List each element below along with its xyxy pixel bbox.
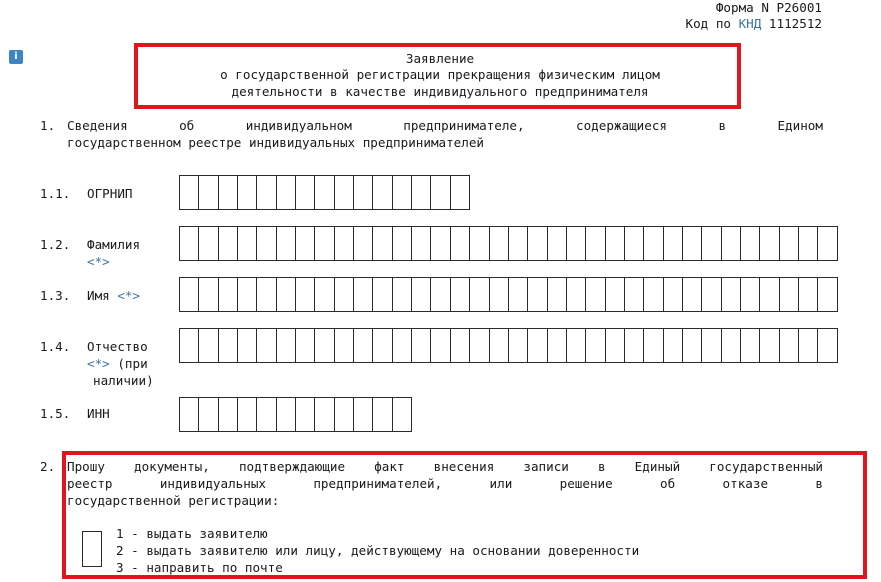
field-label-name [87,288,140,303]
input-cell[interactable] [238,226,257,261]
input-cell[interactable] [335,226,354,261]
input-cell[interactable] [335,328,354,363]
input-cell[interactable] [606,226,625,261]
input-cell[interactable] [354,328,373,363]
section2-word: отказе [722,476,769,491]
section2-word: реестр [67,476,113,491]
info-icon[interactable]: i [9,50,23,64]
input-cell[interactable] [431,175,450,210]
input-cell[interactable] [373,328,392,363]
input-cell[interactable] [818,277,837,312]
input-cell[interactable] [393,397,412,432]
input-cell[interactable] [644,277,663,312]
patronymic-note-suffix: (при [109,356,148,371]
input-cell[interactable] [238,277,257,312]
input-cell[interactable] [528,328,547,363]
input-cell[interactable] [219,226,238,261]
knd-prefix: Код по [685,16,739,31]
input-cell[interactable] [277,175,296,210]
input-cell[interactable] [431,328,450,363]
section2-line3: государственной регистрации: [67,493,280,508]
input-cell[interactable] [548,226,567,261]
input-cell[interactable] [199,277,218,312]
input-cell[interactable] [664,226,683,261]
input-cell[interactable] [296,397,315,432]
input-cell[interactable] [199,226,218,261]
field-number-ogrnip: 1.1. [40,186,71,201]
input-cell[interactable] [296,277,315,312]
input-cell[interactable] [277,397,296,432]
input-cell[interactable] [722,277,741,312]
input-cell[interactable] [412,277,431,312]
field-number-patronymic: 1.4. [40,339,71,354]
input-cell[interactable] [257,226,276,261]
input-cell[interactable] [799,226,818,261]
input-cell[interactable] [702,328,721,363]
section2-word: государственный [709,459,823,474]
input-cell[interactable] [277,226,296,261]
section1-word: содержащиеся [576,118,668,133]
knd-number: 1112512 [761,16,822,31]
input-cell[interactable] [586,277,605,312]
input-cell[interactable] [180,277,199,312]
section1-word: Сведения [67,118,128,133]
input-cell[interactable] [509,226,528,261]
input-cell[interactable] [315,175,334,210]
input-cell[interactable] [490,277,509,312]
input-cell[interactable] [412,328,431,363]
field-label-ogrnip: ОГРНИП [87,186,133,201]
section2-word: документы, [134,459,210,474]
input-cell[interactable] [393,328,412,363]
input-cell[interactable] [354,277,373,312]
input-cell[interactable] [335,397,354,432]
input-cell[interactable] [548,277,567,312]
patronymic-input[interactable] [179,328,838,363]
form-number: Форма N Р26001 [715,0,822,15]
input-cell[interactable] [799,277,818,312]
input-cell[interactable] [490,226,509,261]
input-cell[interactable] [180,397,199,432]
input-cell[interactable] [509,328,528,363]
input-cell[interactable] [567,226,586,261]
section1-word: индивидуальном [245,118,352,133]
section2-word: Единый [634,459,681,474]
field-number-inn: 1.5. [40,406,71,421]
section2-word: в [815,476,823,491]
surname-input[interactable] [179,226,838,261]
input-cell[interactable] [470,226,489,261]
section2-word: в [597,459,606,474]
input-cell[interactable] [606,328,625,363]
input-cell[interactable] [780,328,799,363]
section2-word: Прошу [67,459,105,474]
patronymic-note-link[interactable]: <*> [87,356,110,371]
input-cell[interactable] [277,328,296,363]
field-label-patronymic: Отчество [87,339,148,354]
section2-word: об [660,476,676,491]
input-cell[interactable] [219,175,238,210]
section1-heading-line1 [67,118,823,133]
input-cell[interactable] [219,328,238,363]
field-number-surname: 1.2. [40,237,71,252]
input-cell[interactable] [509,277,528,312]
input-cell[interactable] [412,175,431,210]
input-cell[interactable] [451,277,470,312]
input-cell[interactable] [760,328,779,363]
input-cell[interactable] [180,328,199,363]
section1-number: 1. [40,118,56,133]
input-cell[interactable] [722,328,741,363]
input-cell[interactable] [373,175,392,210]
input-cell[interactable] [741,328,760,363]
input-cell[interactable] [315,226,334,261]
title-line-1: Заявление [405,51,475,66]
input-cell[interactable] [818,328,837,363]
input-cell[interactable] [780,277,799,312]
input-cell[interactable] [567,328,586,363]
input-cell[interactable] [490,328,509,363]
input-cell[interactable] [431,277,450,312]
input-cell[interactable] [799,328,818,363]
input-cell[interactable] [683,277,702,312]
input-cell[interactable] [451,328,470,363]
input-cell[interactable] [354,175,373,210]
input-cell[interactable] [780,226,799,261]
input-cell[interactable] [199,328,218,363]
field-number-name: 1.3. [40,288,71,303]
title-line-3: деятельности в качестве индивидуального предпринимателя [231,84,649,99]
knd-code [686,16,823,31]
input-cell[interactable] [238,175,257,210]
section2-word: индивидуальных [159,476,266,491]
input-cell[interactable] [219,397,238,432]
input-cell[interactable] [644,328,663,363]
input-cell[interactable] [315,397,334,432]
input-cell[interactable] [335,277,354,312]
input-cell[interactable] [219,277,238,312]
section2-line1 [67,459,823,474]
input-cell[interactable] [296,328,315,363]
section1-word: Едином [777,118,823,133]
input-cell[interactable] [296,226,315,261]
input-cell[interactable] [818,226,837,261]
delivery-method-checkbox[interactable] [82,531,102,567]
delivery-option-2: 2 - выдать заявителю или лицу, действующему на основании доверенности [116,543,640,558]
input-cell[interactable] [722,226,741,261]
input-cell[interactable] [664,328,683,363]
input-cell[interactable] [625,226,644,261]
input-cell[interactable] [625,328,644,363]
input-cell[interactable] [199,397,218,432]
section1-word: об [179,118,195,133]
name-input[interactable] [179,277,838,312]
input-cell[interactable] [741,277,760,312]
surname-note-link[interactable]: <*> [87,254,110,269]
input-cell[interactable] [586,328,605,363]
input-cell[interactable] [664,277,683,312]
section2-word: внесения [433,459,495,474]
input-cell[interactable] [470,328,489,363]
section2-word: или [489,476,513,491]
delivery-option-1: 1 - выдать заявителю [116,526,268,541]
patronymic-note-line [87,356,148,371]
input-cell[interactable] [644,226,663,261]
input-cell[interactable] [393,277,412,312]
input-cell[interactable] [180,175,199,210]
section1-word: предпринимателе, [403,118,525,133]
input-cell[interactable] [586,226,605,261]
input-cell[interactable] [277,277,296,312]
title-line-2: о государственной регистрации прекращения физическим лицом [220,67,660,82]
input-cell[interactable] [451,226,470,261]
input-cell[interactable] [315,328,334,363]
input-cell[interactable] [528,277,547,312]
input-cell[interactable] [393,226,412,261]
input-cell[interactable] [412,226,431,261]
input-cell[interactable] [702,226,721,261]
input-cell[interactable] [373,397,392,432]
input-cell[interactable] [451,175,470,210]
input-cell[interactable] [354,226,373,261]
input-cell[interactable] [702,277,721,312]
patronymic-extra: наличии) [93,373,154,388]
input-cell[interactable] [528,226,547,261]
input-cell[interactable] [257,175,276,210]
input-cell[interactable] [335,175,354,210]
input-cell[interactable] [238,328,257,363]
input-cell[interactable] [373,226,392,261]
input-cell[interactable] [180,226,199,261]
input-cell[interactable] [741,226,760,261]
input-cell[interactable] [238,397,257,432]
delivery-option-3: 3 - направить по почте [116,560,283,575]
input-cell[interactable] [354,397,373,432]
section2-line2 [67,476,823,491]
input-cell[interactable] [431,226,450,261]
input-cell[interactable] [315,277,334,312]
section2-word: записи [523,459,569,474]
input-cell[interactable] [625,277,644,312]
input-cell[interactable] [470,277,489,312]
knd-link[interactable]: КНД [738,16,762,31]
input-cell[interactable] [373,277,392,312]
input-cell[interactable] [257,328,276,363]
name-note-link[interactable]: <*> [117,288,141,303]
ogrnip-input[interactable] [179,175,470,210]
input-cell[interactable] [393,175,412,210]
section2-word: решение [559,476,613,491]
section1-heading-line2: государственном реестре индивидуальных предпринимателей [67,135,485,150]
section2-word: подтверждающие [238,459,346,474]
inn-input[interactable] [179,397,412,432]
field-label-inn: ИНН [87,406,110,421]
section2-number: 2. [40,459,56,474]
section1-word: в [718,118,727,133]
input-cell[interactable] [257,277,276,312]
input-cell[interactable] [683,328,702,363]
input-cell[interactable] [683,226,702,261]
input-cell[interactable] [548,328,567,363]
input-cell[interactable] [296,175,315,210]
field-label-surname: Фамилия [87,237,141,252]
input-cell[interactable] [606,277,625,312]
input-cell[interactable] [760,226,779,261]
input-cell[interactable] [199,175,218,210]
input-cell[interactable] [567,277,586,312]
section2-word: предпринимателей, [313,476,443,491]
input-cell[interactable] [257,397,276,432]
input-cell[interactable] [760,277,779,312]
section2-word: факт [374,459,405,474]
name-label-text: Имя [87,288,110,303]
